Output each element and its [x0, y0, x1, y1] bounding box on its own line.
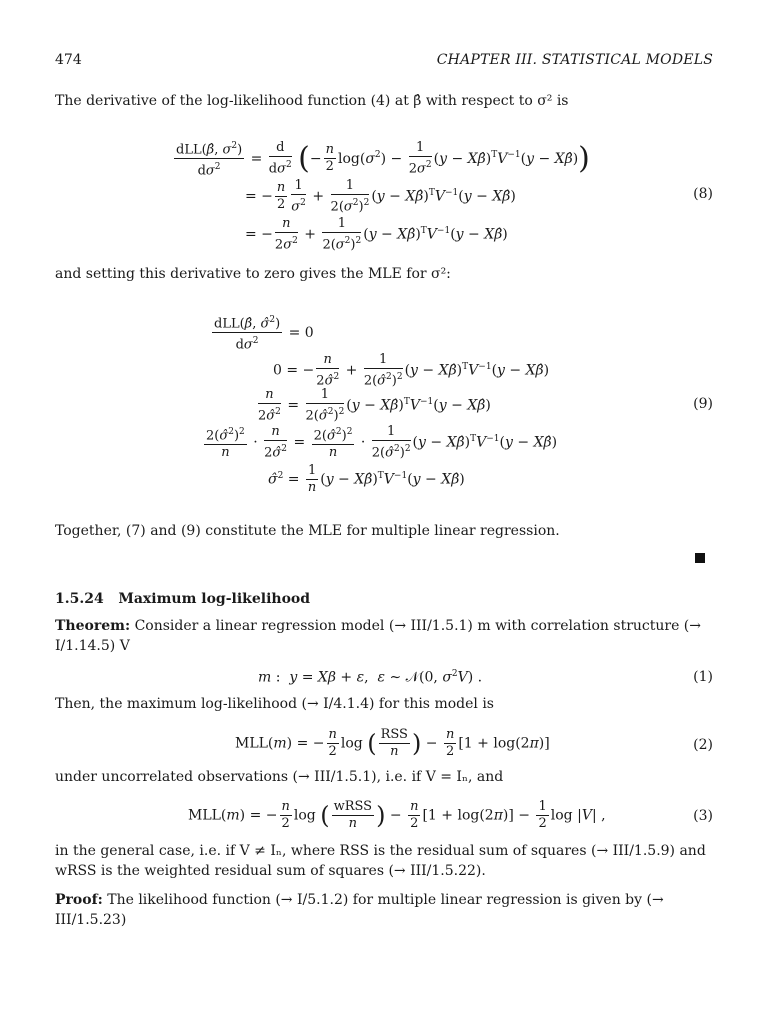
conclusion-paragraph: Together, (7) and (9) constitute the MLE for multiple linear regression. [55, 523, 560, 539]
eq8-number: (8) [693, 186, 713, 202]
eq9-line4: $\frac{2(\sigmâ^2)^2}{n}$ · $\frac{n}{2\sigmâ^2}$ = $\frac{2(\sigmâ^2)^2}{n}$ · $\frac{1}{2(\sigmâ^2)^2}$ $(y - X\betâ)^TV^{-1}(y$ − Xβ̂) [206, 424, 558, 461]
eq2-number: (2) [693, 737, 713, 753]
eq9-line5: σ̂$^2$ = $\frac{1}{n}$ $(y - X\betâ)^TV^{-1}(y$ − Xβ̂) [268, 463, 465, 495]
eq3-mll: MLL(m) = − $\frac{n}{2}$ log ( $\frac{\text{wRSS}}{n}$ ) − $\frac{n}{2}$ [1 + log(2π)] − $\frac{1}{2}$ log |V| , [188, 799, 606, 831]
intro-paragraph: The derivative of the log-likelihood function (4) at β̂ with respect to σ² is [55, 93, 569, 109]
theorem-label: Theorem: [55, 618, 131, 634]
uncorrelated-paragraph: under uncorrelated observations (→ III/1.5.1), i.e. if V = Iₙ, and [55, 769, 504, 785]
proof-label: Proof: [55, 892, 103, 908]
general-case-paragraph: in the general case, i.e. if V ≠ Iₙ, where RSS is the residual sum of squares (→ III/1.5.9) and wRSS is the weighted residual sum of squares (→ III/1.5.22). [55, 843, 706, 879]
theorem-paragraph [55, 616, 715, 656]
eq1-number: (1) [693, 669, 713, 685]
mle-sigma-paragraph: and setting this derivative to zero gives the MLE for σ²: [55, 266, 451, 282]
proof-body: The likelihood function (→ I/5.1.2) for multiple linear regression is given by (→ III/1.5.23) [55, 892, 664, 928]
section-number: 1.5.24 [55, 591, 104, 607]
eq3-number: (3) [693, 808, 713, 824]
eq9-line1: $\frac{dLL(\betâ, \sigmâ^2)}{d\sigma^2}$ = 0 [210, 312, 314, 354]
qed-symbol [695, 553, 705, 563]
eq1-model: m : y = Xβ + ε, ε ∼ 𝒩(0, $\sigma^2V$) . [258, 669, 483, 686]
eq8-line1: $\frac{dLL(\betâ, \sigma^2)}{d\sigma^2}$ = $\frac{d}{d\sigma^2}$ (− $\frac{n}{2}$ $\log(\sigma^2)$ − $\frac{1}{2\sigma^2}$ $(y - X\betâ)^TV^{-1}(y$ − Xβ̂)) [172, 138, 590, 180]
eq9-line3: $\frac{n}{2\sigmâ^2}$ = $\frac{1}{2(\sigmâ^2)^2}$ $(y - X\betâ)^TV^{-1}(y$ − Xβ̂) [258, 387, 491, 424]
proof-paragraph [55, 890, 715, 930]
section-title: Maximum log-likelihood [118, 591, 311, 607]
eq9-number: (9) [693, 396, 713, 412]
theorem-body: Consider a linear regression model (→ III/1.5.1) m with correlation structure (→ I/1.14.5) V [55, 618, 702, 654]
eq9-line2: 0 = − $\frac{n}{2\sigmâ^2}$ + $\frac{1}{2(\sigmâ^2)^2}$ $(y - X\betâ)^TV^{-1}(y$ − Xβ̂) [273, 352, 550, 389]
then-paragraph: Then, the maximum log-likelihood (→ I/4.1.4) for this model is [55, 696, 494, 712]
eq2-mll: MLL(m) = − $\frac{n}{2}$ log ( $\frac{\text{RSS}}{n}$ ) − $\frac{n}{2}$ [1 + log(2π)] [235, 727, 550, 759]
eq8-line3: = − $\frac{n}{2\sigma^2}$ + $\frac{1}{2(\sigma^2)^2}$ $(y - X\betâ)^TV^{-1}(y$ − Xβ̂) [245, 216, 508, 253]
running-title: CHAPTER III. STATISTICAL MODELS [436, 52, 713, 68]
eq8-line2: = − $\frac{n}{2}$ $\frac{1}{\sigma^2}$ + $\frac{1}{2(\sigma^2)^2}$ $(y - X\betâ)^TV^{-1}(y$ − Xβ̂) [245, 178, 516, 215]
section-heading [55, 591, 310, 607]
page-number: 474 [55, 52, 82, 68]
